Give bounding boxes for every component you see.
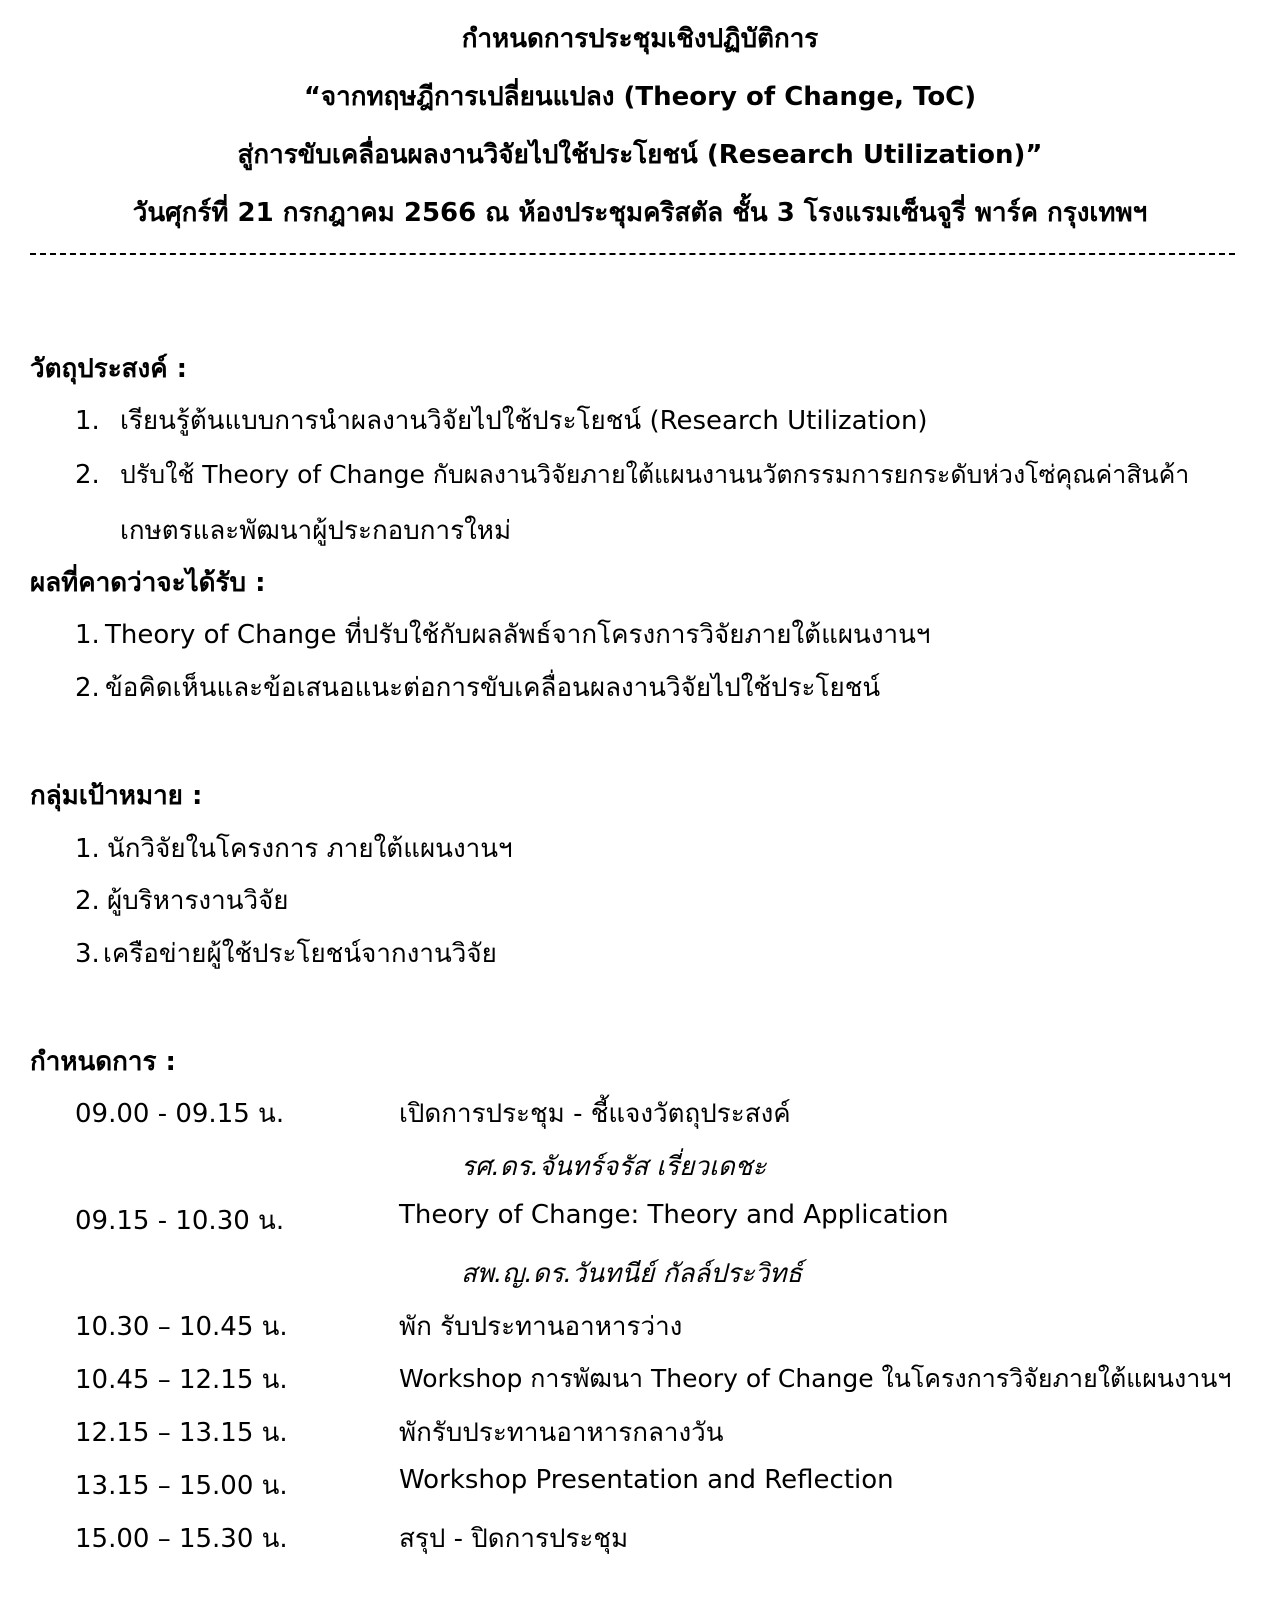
agenda-time: 10.45 – 12.15 น. [75, 1365, 288, 1395]
agenda-time: 13.15 – 15.00 น. [75, 1471, 288, 1501]
target-text: ผู้บริหารงานวิจัย [107, 886, 289, 916]
target-item [75, 933, 497, 974]
agenda-time: 09.15 - 10.30 น. [75, 1206, 285, 1236]
list-number: 2. [75, 886, 100, 916]
list-number: 1. [75, 834, 100, 864]
agenda-speaker: รศ.ดร.จันทร์จรัส เรี่ยวเดชะ [461, 1152, 767, 1182]
expected-item [75, 614, 931, 655]
target-item [75, 828, 513, 869]
agenda-activity: เปิดการประชุม - ชี้แจงวัตถุประสงค์ [399, 1099, 791, 1129]
expected-text: ข้อคิดเห็นและข้อเสนอแนะต่อการขับเคลื่อนผลงานวิจัยไปใช้ประโยชน์ [105, 673, 881, 703]
document-header [0, 10, 1280, 242]
agenda-activity: สรุป - ปิดการประชุม [399, 1524, 629, 1554]
document-subtitle-line2: สู่การขับเคลื่อนผลงานวิจัยไปใช้ประโยชน์ (Research Utilization)” [237, 140, 1043, 170]
agenda-speaker: สพ.ญ.ดร.วันทนีย์ กัลล์ประวิทธ์ [461, 1259, 803, 1289]
agenda-time: 15.00 – 15.30 น. [75, 1524, 288, 1554]
list-number: 1. [75, 406, 100, 436]
agenda-activity: Workshop การพัฒนา Theory of Change ในโครงการวิจัยภายใต้แผนงานฯ [399, 1364, 1232, 1393]
agenda-activity: พักรับประทานอาหารกลางวัน [399, 1418, 724, 1448]
agenda-time: 10.30 – 10.45 น. [75, 1312, 288, 1342]
objective-text: ปรับใช้ Theory of Change กับผลงานวิจัยภายใต้แผนงานนวัตกรรมการยกระดับห่วงโซ่คุณค่าสินค้า [120, 460, 1190, 489]
agenda-heading: กำหนดการ : [30, 1047, 176, 1077]
objective-text-continuation: เกษตรและพัฒนาผู้ประกอบการใหม่ [120, 516, 512, 546]
dashed-divider [30, 253, 1235, 255]
objectives-heading: วัตถุประสงค์ : [30, 354, 188, 384]
list-number: 2. [75, 460, 100, 490]
objective-text: เรียนรู้ต้นแบบการนำผลงานวิจัยไปใช้ประโยชน์ (Research Utilization) [120, 406, 928, 436]
target-text: เครือข่ายผู้ใช้ประโยชน์จากงานวิจัย [103, 939, 497, 969]
list-number: 2. [75, 673, 100, 703]
expected-results-heading: ผลที่คาดว่าจะได้รับ : [30, 568, 266, 598]
document-title: กำหนดการประชุมเชิงปฏิบัติการ [461, 24, 819, 54]
target-item [75, 880, 289, 921]
target-group-heading: กลุ่มเป้าหมาย : [30, 781, 203, 811]
document-subtitle-line1: “จากทฤษฎีการเปลี่ยนแปลง (Theory of Change, ToC) [303, 82, 977, 112]
agenda-activity: พัก รับประทานอาหารว่าง [399, 1312, 683, 1342]
agenda-activity: Workshop Presentation and Reflection [399, 1465, 894, 1495]
objective-item [75, 400, 928, 441]
expected-item [75, 667, 880, 708]
agenda-activity: Theory of Change: Theory and Application [399, 1200, 949, 1230]
list-number: 1. [75, 620, 100, 650]
document-date-venue: วันศุกร์ที่ 21 กรกฎาคม 2566 ณ ห้องประชุมคริสตัล ชั้น 3 โรงแรมเซ็นจูรี่ พาร์ค กรุงเทพฯ [132, 198, 1148, 228]
target-text: นักวิจัยในโครงการ ภายใต้แผนงานฯ [107, 834, 513, 864]
objective-item [75, 455, 1189, 495]
list-number: 3. [75, 939, 100, 969]
expected-text: Theory of Change ที่ปรับใช้กับผลลัพธ์จากโครงการวิจัยภายใต้แผนงานฯ [105, 620, 931, 650]
agenda-time: 09.00 - 09.15 น. [75, 1099, 285, 1129]
agenda-time: 12.15 – 13.15 น. [75, 1418, 288, 1448]
